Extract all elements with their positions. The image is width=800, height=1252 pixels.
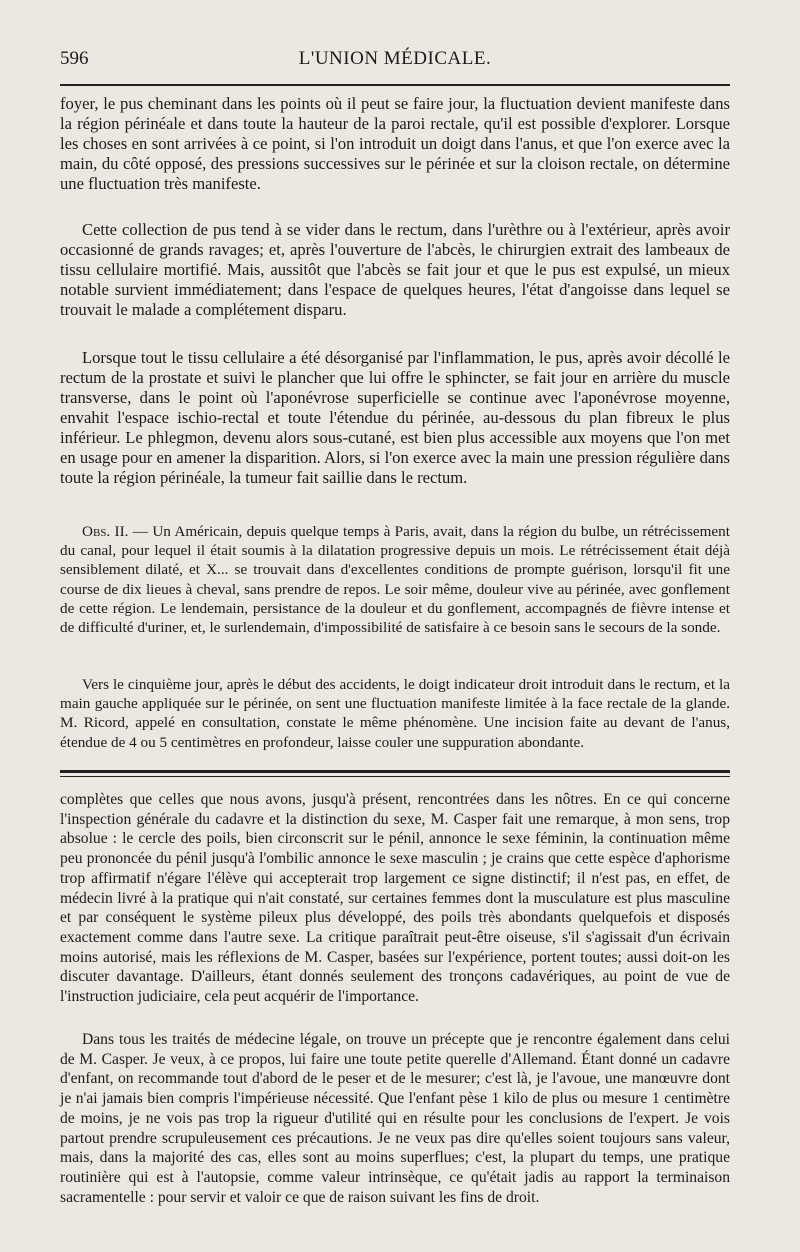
feuilleton-paragraph-1: complètes que celles que nous avons, jusqu'à présent, rencontrées dans les nôtres. En ce qui concerne l'inspection générale du cadavre et la distinction du sexe, M. Casper fait une remarque, à mon sens, trop absolue : le cercle des poils, bien circonscrit sur le pénil, annonce le sexe féminin, la continuation même peu prononcée du pénil jusqu'à l'ombilic annonce le sexe masculin ; je crains que cette espèce d'aphorisme trop affirmatif n'égare l'élève qui accepterait trop largement ce signe distinctif; il n'est pas, en effet, de médecin livré à la pratique qui n'ait constaté, sur certaines femmes dont la musculature est plus masculine et par conséquent le système pileux plus développé, des poils très abondants quelquefois et disposés exactement comme dans l'autre sexe. La critique paraîtrait peut-être oiseuse, s'il s'agissait d'un écrivain moins autorisé, mais les réflexions de M. Casper, basées sur l'expérience, portent toutes; aussi doit-on les discuter davantage. D'ailleurs, étant donnés seulement des tronçons cadavériques, au point de vue de l'instruction judiciaire, cela peut acquérir de l'importance. (60, 791, 730, 1006)
header-rule (60, 84, 730, 86)
observation-text: — Un Américain, depuis quelque temps à Paris, avait, dans la région du bulbe, un rétrécissement du canal, pour lequel il était soumis à la dilatation progressive depuis un mois. Le rétrécissement était déjà sensiblement dilaté, et X... se trouvait dans d'excellentes conditions de prompte guérison, lorsqu'il fit une course de dix lieues à cheval, sans prendre de repos. Le soir même, douleur vive au périnée, avec gonflement de cette région. Le lendemain, persistance de la douleur et du gonflement, accompagnés de fièvre intense et de difficulté d'uriner, et, le surlendemain, d'impossibilité de satisfaire à ce besoin sans le secours de la sonde. (60, 523, 730, 637)
page-header (60, 48, 730, 72)
body-paragraph-1: foyer, le pus cheminant dans les points où il peut se faire jour, la fluctuation devient manifeste dans la région périnéale et dans toute la hauteur de la paroi rectale, qu'il est possible d'explorer. Lorsque les choses en sont arrivées à ce point, si l'on introduit un doigt dans l'anus, et que l'on exerce avec la main, du côté opposé, des pressions successives sur le périnée et sur la cloison rectale, on détermine une fluctuation très manifeste. (60, 94, 730, 193)
body-paragraph-3: Lorsque tout le tissu cellulaire a été désorganisé par l'inflammation, le pus, après avoir décollé le rectum de la prostate et suivi le plancher que lui offre le sphincter, se fait jour en arrière du muscle transverse, dans le point où l'aponévrose superficielle se continue avec l'aponévrose moyenne, envahit l'espace ischio-rectal et toute l'étendue du périnée, au-dessous du plan fibreux le plus inférieur. Le phlegmon, devenu alors sous-cutané, est bien plus accessible aux moyens que l'on met en usage pour en amener la disparition. Alors, si l'on exerce avec la main une pression régulière dans toute la région périnéale, la tumeur fait saillie dans le rectum. (60, 348, 730, 487)
feuilleton-separator-thin (60, 776, 730, 777)
body-paragraph-2: Cette collection de pus tend à se vider dans le rectum, dans l'urèthre ou à l'extérieur, après avoir occasionné de grands ravages; et, après l'ouverture de l'abcès, le chirurgien extrait des lambeaux de tissu cellulaire mortifié. Mais, aussitôt que l'abcès se fait jour et que le pus est expulsé, un mieux notable survient immédiatement; dans l'espace de quelques heures, l'état d'angoisse dans lequel se trouvait le malade a complétement disparu. (60, 220, 730, 319)
running-title: L'UNION MÉDICALE. (298, 48, 492, 69)
observation-paragraph-2: Vers le cinquième jour, après le début des accidents, le doigt indicateur droit introduit dans le rectum, et la main gauche appliquée sur le périnée, on sent une fluctuation manifeste limitée à la face rectale de la glande. M. Ricord, appelé en consultation, constate le même phénomène. Une incision faite au devant de l'anus, étendue de 4 ou 5 centimètres en profondeur, laisse couler une suppuration abondante. (60, 676, 730, 751)
feuilleton-paragraph-2: Dans tous les traités de médecine légale, on trouve un précepte que je rencontre également dans celui de M. Casper. Je veux, à ce propos, lui faire une toute petite querelle d'Allemand. Étant donné un cadavre d'enfant, on recommande tout d'abord de le peser et de le mesurer; c'est là, je l'avoue, une manœuvre dont je n'ai jamais bien compris l'impérieuse nécessité. Que l'enfant pèse 1 kilo de plus ou mesure 1 centimètre de moins, je ne vois pas trop la rigueur d'utilité qui en résulte pour les conclusions de l'expert. Je vois partout prendre scrupuleusement ces précautions. Je ne veux pas dire qu'elles soient toujours sans valeur, mais, dans la majorité des cas, elles sont au moins superflues; c'est, la plupart du temps, une pratique routinière qui est à l'autopsie, comme valeur intrinsèque, ce qu'était jadis au rapport la terminaison sacramentelle : pour servir et valoir ce que de raison suivant les fins de droit. (60, 1031, 730, 1206)
observation-label: Obs. II. (82, 523, 129, 540)
feuilleton-separator-thick (60, 770, 730, 773)
observation-paragraph (60, 522, 730, 637)
page-number: 596 (60, 48, 89, 69)
